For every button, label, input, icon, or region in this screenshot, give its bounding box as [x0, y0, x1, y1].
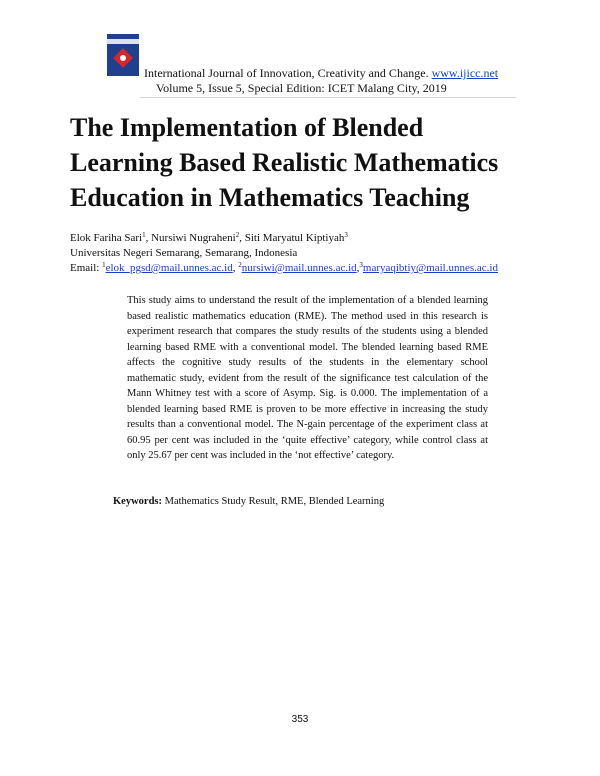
email-line — [70, 261, 540, 276]
paper-title — [70, 110, 540, 215]
email-sep: , — [232, 262, 239, 274]
keywords-value: Mathematics Study Result, RME, Blended Learning — [164, 496, 385, 507]
email-label: Email: — [70, 262, 103, 274]
journal-logo-icon — [107, 34, 139, 76]
keywords-line — [113, 494, 513, 509]
title-line-3: Education in Mathematics Teaching — [70, 183, 470, 212]
volume-info: Volume 5, Issue 5, Special Edition: ICET Malang City, 2019 — [156, 81, 447, 95]
logo-dot — [120, 55, 126, 61]
journal-name: International Journal of Innovation, Creativity and Change. — [144, 66, 429, 80]
email-sup: 2 — [238, 261, 242, 269]
author-block — [70, 231, 540, 276]
email-link[interactable]: nursiwi@mail.unnes.ac.id — [241, 262, 357, 274]
author-sep: , — [145, 232, 152, 244]
journal-line — [144, 66, 524, 81]
email-sep: , — [356, 262, 360, 274]
author-sup: 2 — [235, 231, 240, 239]
title-line-2: Learning Based Realistic Mathematics — [70, 148, 499, 177]
affiliation: Universitas Negeri Semarang, Semarang, Indonesia — [70, 247, 298, 259]
logo-band — [107, 39, 139, 44]
author-sup: 3 — [344, 231, 348, 239]
journal-header — [144, 66, 524, 96]
keywords-label: Keywords: — [113, 496, 162, 507]
author-line — [70, 231, 540, 246]
email-sup: 3 — [359, 261, 363, 269]
email-link[interactable]: elok_pgsd@mail.unnes.ac.id — [105, 262, 233, 274]
page-number: 353 — [291, 714, 309, 725]
author-sep: , — [239, 232, 245, 244]
title-line-1: The Implementation of Blended — [70, 113, 424, 142]
author-sup: 1 — [142, 231, 146, 239]
author-name: Siti Maryatul Kiptiyah — [244, 232, 345, 244]
author-name: Elok Fariha Sari — [70, 232, 143, 244]
author-name: Nursiwi Nugraheni — [151, 232, 236, 244]
email-link[interactable]: maryaqibtiy@mail.unnes.ac.id — [362, 262, 498, 274]
journal-url-link[interactable]: www.ijicc.net — [431, 66, 499, 80]
header-divider — [140, 97, 516, 98]
email-sup: 1 — [102, 261, 106, 269]
abstract-text: This study aims to understand the result of the implementation of a blended learning based realistic mathematics education (RME). The method used in this research is experiment research that compares the study results of the students using a blended learning based RME with a conventional model. The blended learning based RME affects the cognitive study results of the students in the elementary school mathematic study, evident from the result of the significance test calculation of the Mann Whitney test with a score of Asymp. Sig. is 0.000. The implementation of a blended learning based RME is proven to be more effective in increasing the study results than a conventional model. The N-gain percentage of the experiment class at 60.95 per cent was included in the ‘quite effective’ category, while control class at only 25.67 per cent was included in the ‘not effective’ category. — [127, 295, 488, 461]
